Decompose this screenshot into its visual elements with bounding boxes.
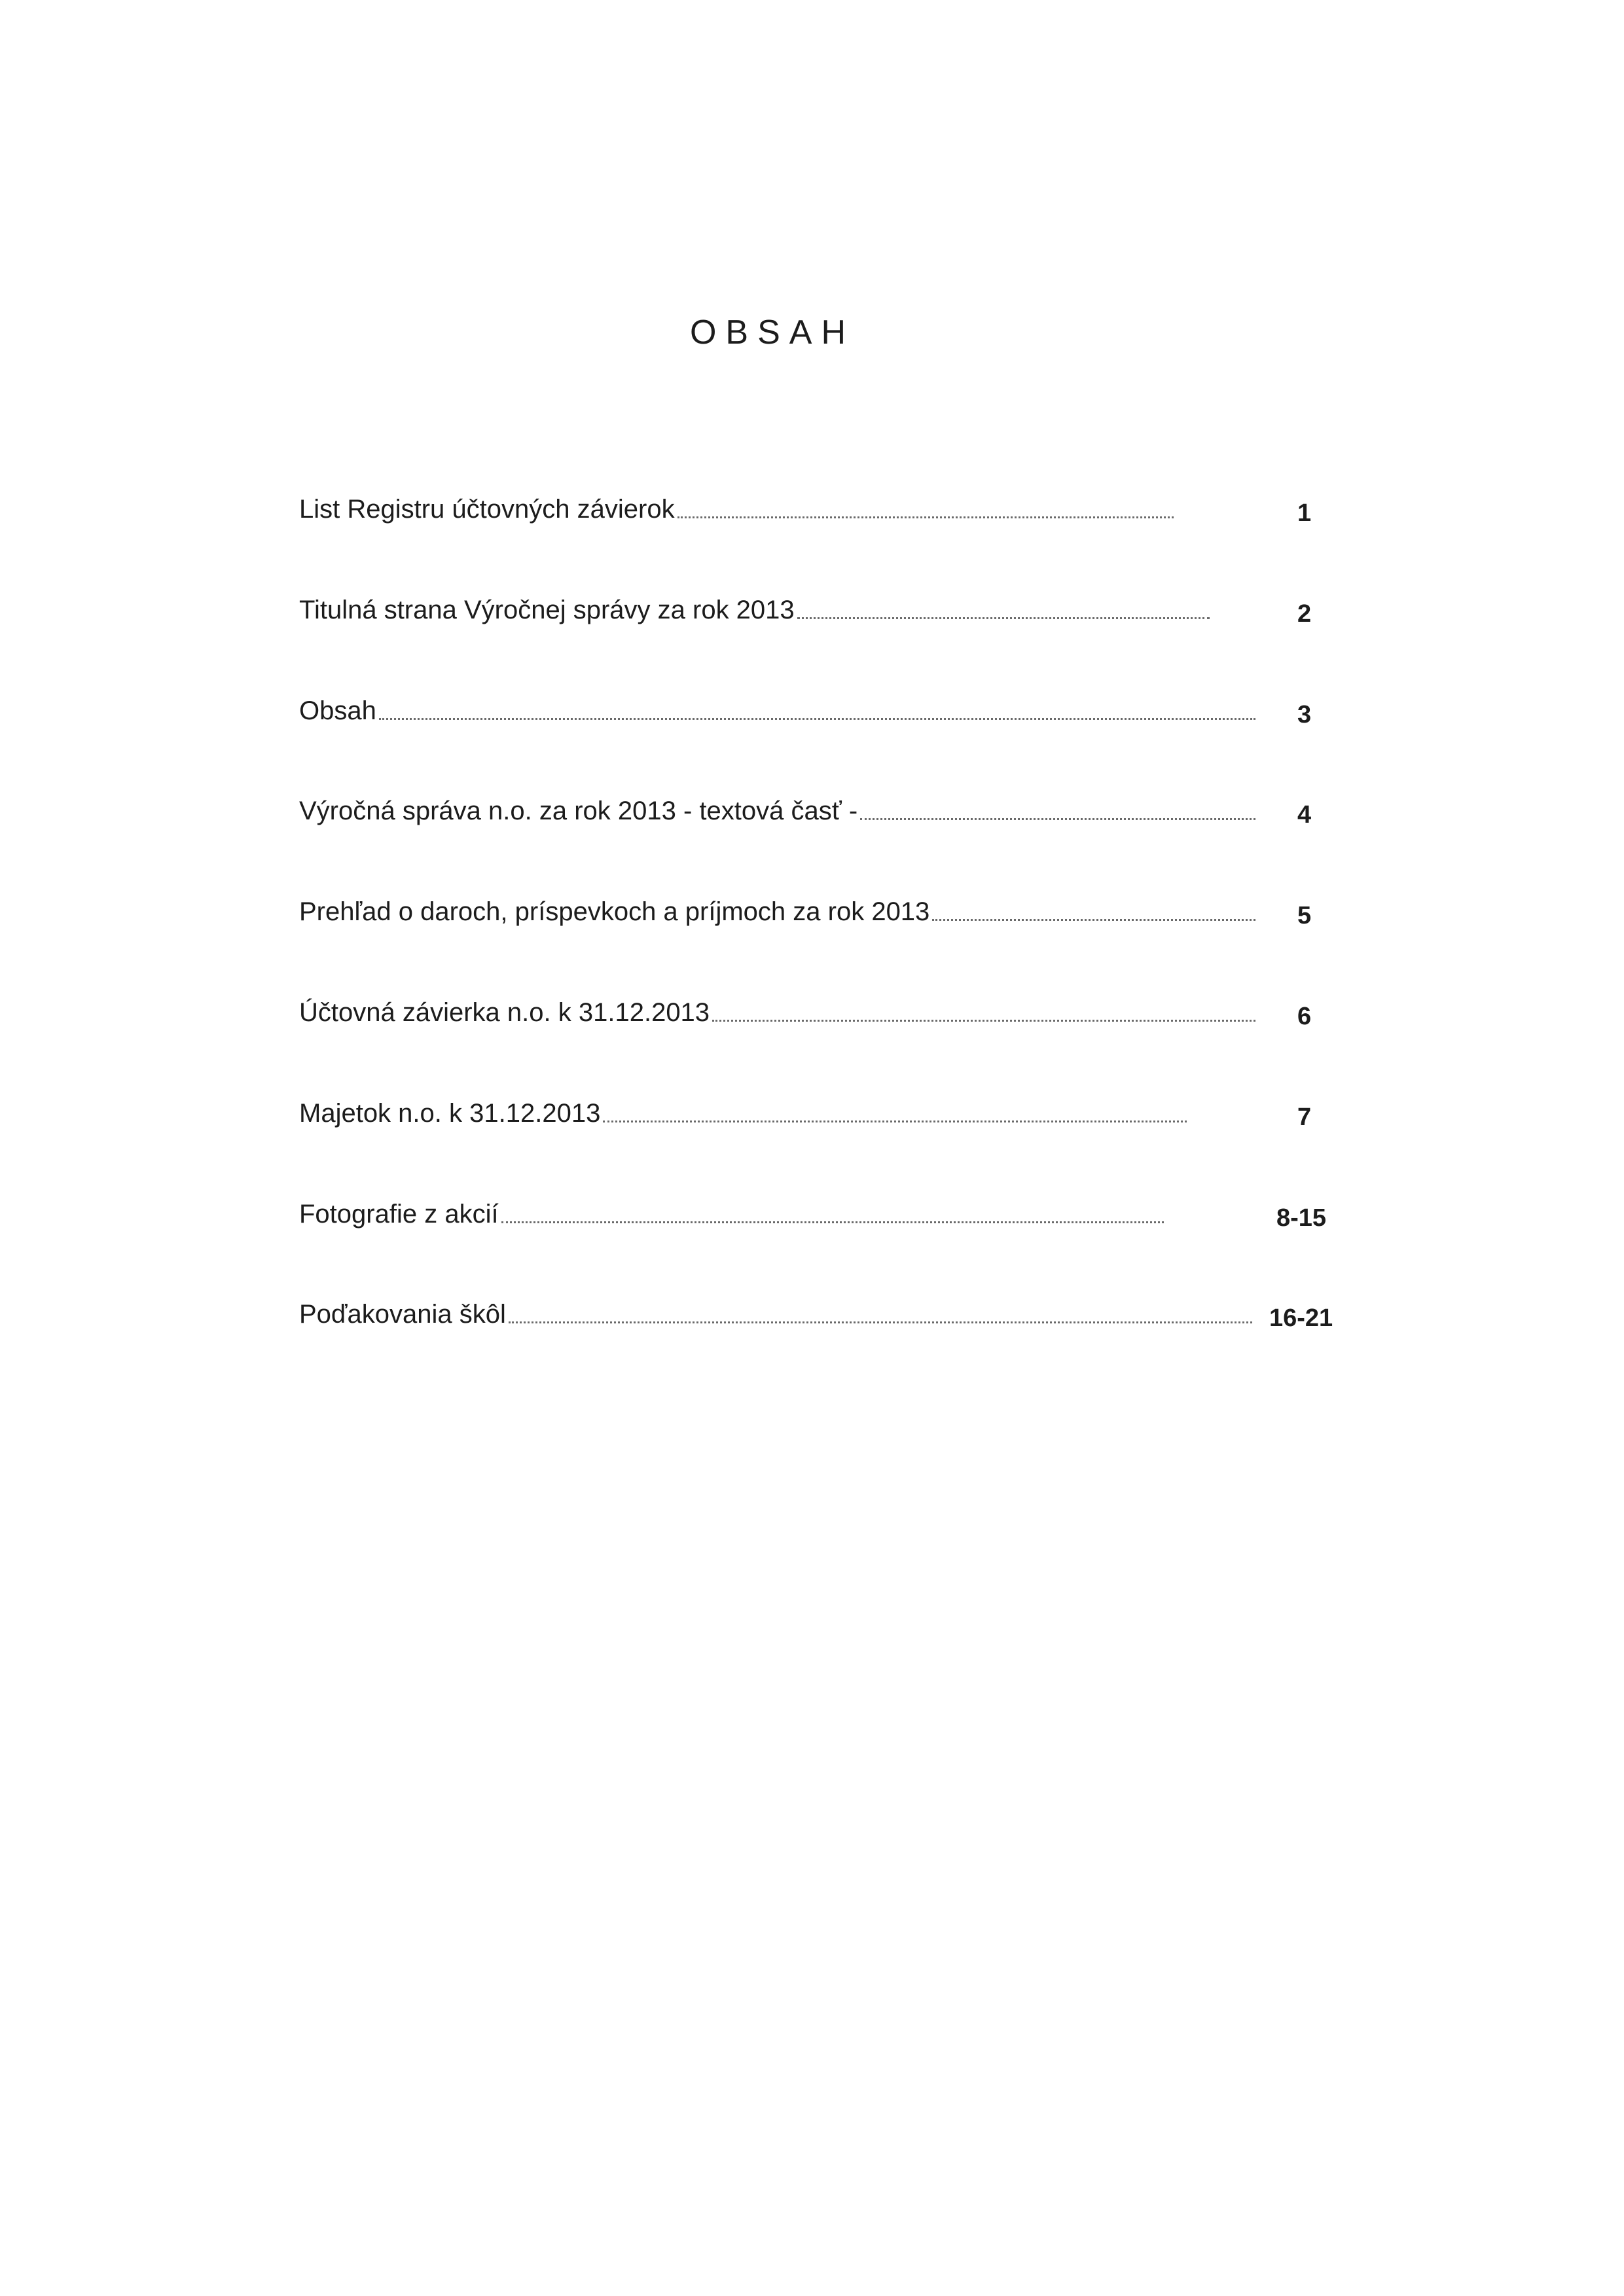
toc-dot-leader <box>712 1020 1255 1022</box>
toc-entry-page: 4 <box>1297 801 1312 829</box>
toc-entry-label: Titulná strana Výročnej správy za rok 2013 <box>299 596 795 624</box>
toc-entry <box>299 1291 1333 1332</box>
toc-entry <box>299 989 1312 1030</box>
toc-dot-leader <box>509 1321 1252 1323</box>
toc-entry-page: 3 <box>1297 701 1312 728</box>
toc-entry <box>299 1191 1327 1232</box>
toc-entry <box>299 486 1312 527</box>
toc-entry-page: 6 <box>1297 1003 1312 1030</box>
toc-entry-label: Obsah <box>299 696 376 725</box>
toc-entry-page: 2 <box>1297 600 1312 628</box>
toc-dot-leader <box>501 1221 1164 1223</box>
toc-entry-label: List Registru účtovných závierok <box>299 495 675 524</box>
toc-dot-leader <box>797 617 1210 619</box>
toc-entry-page: 1 <box>1297 499 1312 527</box>
toc-entry-page: 5 <box>1297 902 1312 929</box>
toc-entry <box>299 687 1312 728</box>
toc-entry <box>299 888 1312 929</box>
page-title: OBSAH <box>689 314 856 351</box>
toc-dot-leader <box>932 919 1255 921</box>
toc-dot-leader <box>860 818 1255 820</box>
toc-entry-page: 16-21 <box>1269 1304 1333 1332</box>
toc-entry-label: Fotografie z akcií <box>299 1200 499 1229</box>
toc-dot-leader <box>677 516 1174 518</box>
toc-entry-label: Prehľad o daroch, príspevkoch a príjmoch za rok 2013 <box>299 897 930 926</box>
toc-entry <box>299 586 1312 628</box>
toc-entry-page: 8-15 <box>1276 1204 1327 1232</box>
toc-entry <box>299 787 1312 829</box>
toc-entry-label: Poďakovania škôl <box>299 1300 506 1329</box>
toc-dot-leader <box>379 718 1255 720</box>
toc-entry-label: Účtovná závierka n.o. k 31.12.2013 <box>299 998 710 1027</box>
toc-entry <box>299 1090 1312 1131</box>
toc-entry-label: Výročná správa n.o. za rok 2013 - textová časť - <box>299 797 858 825</box>
toc-dot-leader <box>603 1121 1187 1122</box>
toc-entry-page: 7 <box>1297 1103 1312 1131</box>
toc-entry-label: Majetok n.o. k 31.12.2013 <box>299 1099 601 1128</box>
